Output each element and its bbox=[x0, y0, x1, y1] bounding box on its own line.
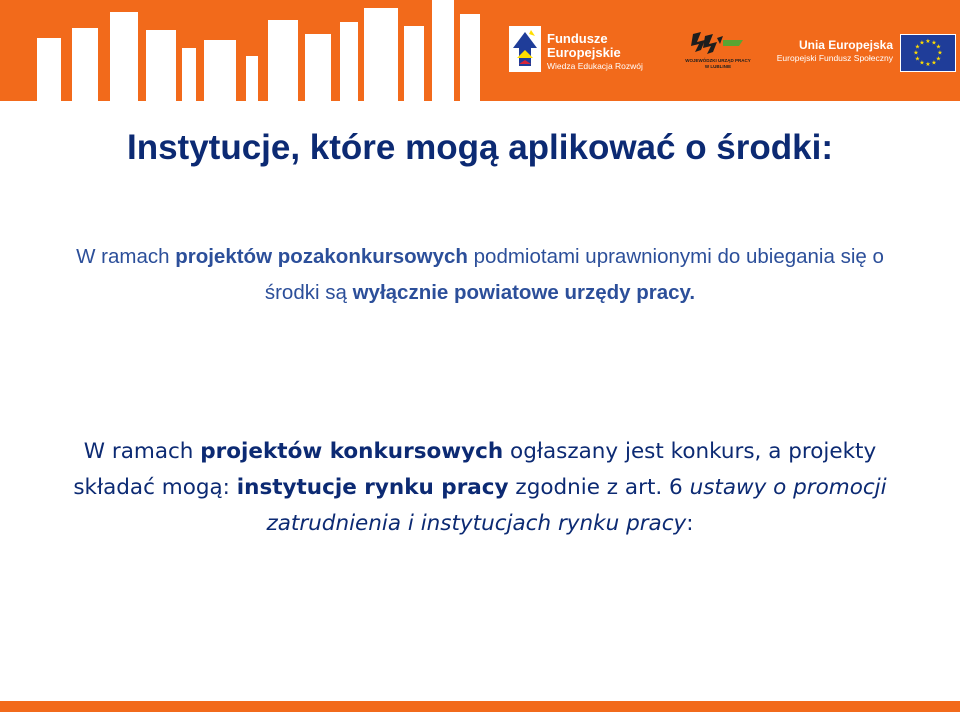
svg-text:★: ★ bbox=[931, 39, 937, 47]
svg-text:★: ★ bbox=[919, 59, 925, 67]
header-decor-shape bbox=[364, 8, 398, 101]
header-decor-shape bbox=[404, 26, 424, 101]
svg-text:★: ★ bbox=[935, 55, 942, 63]
para2-text: ogłaszany jest konkurs, a projekty składać mogą: bbox=[73, 439, 877, 500]
header-decor-shape bbox=[432, 0, 454, 101]
fe-star-icon bbox=[505, 22, 545, 82]
svg-text:★: ★ bbox=[937, 49, 943, 57]
header-decor-shape bbox=[268, 20, 298, 101]
unia-europejska-logo bbox=[768, 34, 958, 78]
para1-bold-conclusion: wyłącznie powiatowe urzędy pracy. bbox=[352, 281, 696, 304]
header-decor-shape bbox=[340, 22, 358, 101]
header-decor-shape bbox=[37, 38, 61, 101]
para2-text: zgodnie z art. 6 bbox=[508, 475, 690, 500]
svg-text:★: ★ bbox=[913, 49, 919, 57]
para2-bold-term: projektów konkursowych bbox=[200, 439, 504, 464]
wup-lublin-logo bbox=[683, 30, 753, 74]
paragraph-noncompetitive-projects bbox=[60, 239, 900, 311]
para2-law-reference: ustawy o promocji zatrudnienia i instytucjach rynku pracy bbox=[266, 475, 887, 536]
svg-text:★: ★ bbox=[925, 61, 931, 68]
svg-text:★: ★ bbox=[919, 39, 925, 47]
para1-text: podmiotami uprawnionymi do ubiegania się o środki są bbox=[264, 245, 884, 304]
header-decor-shape bbox=[305, 34, 331, 101]
header-decor-shape bbox=[72, 28, 98, 101]
fe-logo-line2: Europejskie bbox=[547, 45, 621, 60]
header-decor-shape bbox=[110, 12, 138, 101]
header-decor-shape bbox=[146, 30, 176, 101]
para1-bold-term: projektów pozakonkursowych bbox=[175, 245, 468, 268]
fe-logo-line1: Fundusze bbox=[547, 31, 608, 46]
paragraph-competitive-projects bbox=[40, 434, 920, 542]
fe-logo-line3: Wiedza Edukacja Rozwój bbox=[547, 61, 643, 71]
para1-text: W ramach bbox=[76, 245, 176, 268]
eu-flag-icon bbox=[900, 34, 956, 72]
svg-text:★: ★ bbox=[935, 43, 942, 51]
fundusze-europejskie-logo bbox=[505, 22, 673, 82]
header-decor-shape bbox=[182, 48, 196, 101]
ue-logo-line1: Unia Europejska bbox=[798, 38, 893, 52]
wup-emblem-icon bbox=[683, 30, 753, 58]
header-band bbox=[0, 0, 960, 101]
ue-logo-line2: Europejski Fundusz Społeczny bbox=[776, 53, 893, 63]
para2-bold-institutions: instytucje rynku pracy bbox=[236, 475, 509, 500]
header-decor-shape bbox=[204, 40, 236, 101]
para2-text: : bbox=[686, 511, 694, 536]
svg-text:★: ★ bbox=[914, 55, 921, 63]
svg-text:★: ★ bbox=[925, 38, 931, 45]
svg-text:★: ★ bbox=[914, 43, 921, 51]
header-decor-shape bbox=[460, 14, 480, 101]
svg-text:★: ★ bbox=[931, 59, 937, 67]
header-decor-shape bbox=[246, 56, 258, 101]
para2-text: W ramach bbox=[83, 439, 201, 464]
wup-logo-text: WOJEWÓDZKI URZĄD PRACY W LUBLINIE bbox=[685, 58, 751, 69]
footer-bar bbox=[0, 701, 960, 712]
slide-title: Instytucje, które mogą aplikować o środki: bbox=[126, 128, 833, 167]
